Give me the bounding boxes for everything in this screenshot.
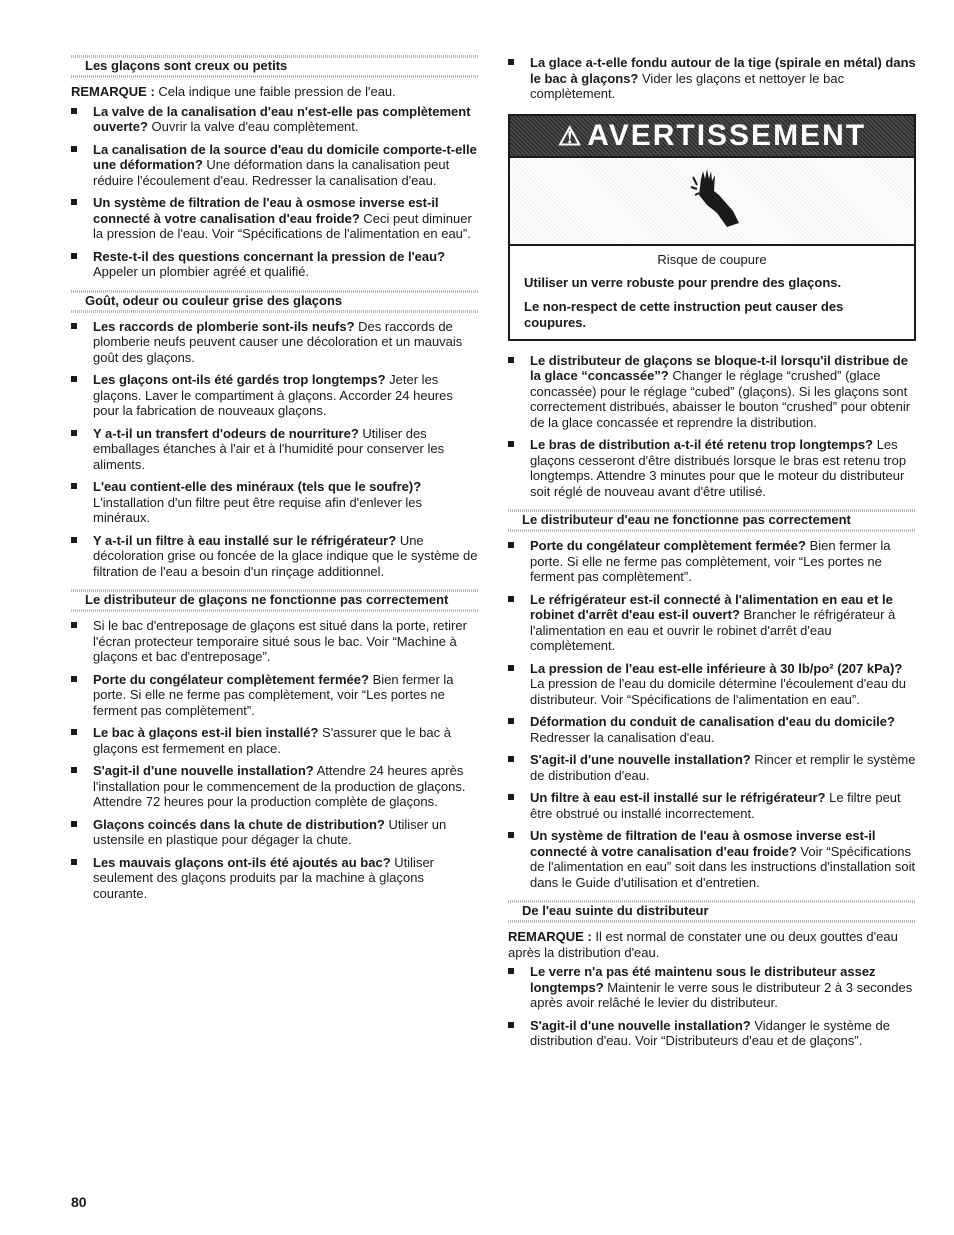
note (508, 929, 916, 960)
item-answer: Utiliser seulement des glaçons produits par la machine à glaçons courante. (93, 854, 435, 901)
item-answer: Maintenir le verre sous le distributeur 2 à 3 secondes après avoir relâché le levier du distributeur. (530, 979, 913, 1010)
section-heading-hollow-ice: Les glaçons sont creux ou petits (71, 55, 479, 78)
list-item (71, 104, 479, 135)
item-answer: Bien fermer la porte. Si elle ne ferme pas complètement, voir “Les portes ne ferment pas complètement”. (93, 671, 454, 718)
item-question: La pression de l'eau est-elle inférieure à 30 lb/po² (207 kPa)? (530, 660, 903, 676)
item-answer: Bien fermer la porte. Si elle ne ferme pas complètement, voir “Les portes ne ferment pas complètement”. (530, 538, 891, 584)
list-item (71, 479, 479, 526)
warning-risk: Risque de coupure (657, 251, 767, 267)
warning-title: AVERTISSEMENT (587, 118, 867, 152)
item-question: S'agit-il d'une nouvelle installation? (93, 763, 314, 778)
list-item (71, 618, 479, 665)
list-hollow-ice (71, 104, 479, 280)
item-answer: Utiliser des emballages étanches à l'air et à l'humidité pour conserver les aliments. (93, 425, 445, 472)
item-question: La valve de la canalisation d'eau n'est-elle pas complètement ouverte? (93, 103, 471, 134)
item-question: Les mauvais glaçons ont-ils été ajoutés au bac? (93, 854, 391, 870)
item-question: Les glaçons ont-ils été gardés trop longtemps? (93, 372, 386, 387)
item-answer: Redresser la canalisation d'eau. (530, 729, 715, 745)
item-answer: Vider les glaçons et nettoyer le bac complètement. (530, 70, 845, 101)
list-item (71, 533, 479, 580)
page-number: 80 (71, 1194, 87, 1210)
note (71, 84, 479, 100)
item-answer: Changer le réglage “crushed” (glace concassée) pour le réglage “cubed” (glaçons). Si les glaçons sont correctement distribués, abaisser le bouton “crushed” pour obtenir de la glace concassée et reprendre la distribution. (530, 368, 911, 430)
list-item (71, 249, 479, 280)
list-item (71, 855, 479, 902)
item-question: Un système de filtration de l'eau à osmose inverse est-il connecté à votre canalisation d'eau froide? (93, 195, 439, 226)
item-question: La canalisation de la source d'eau du domicile comporte-t-elle une déformation? (93, 141, 477, 172)
list-item (508, 437, 916, 499)
item-question: S'agit-il d'une nouvelle installation? (530, 1017, 751, 1033)
item-answer: La pression de l'eau du domicile détermine l'écoulement d'eau du distributeur. Voir “Spécifications de l'alimentation en eau”. (530, 676, 907, 707)
item-answer: Brancher le réfrigérateur à l'alimentation en eau et ouvrir le robinet d'arrêt d'eau complètement. (530, 607, 896, 653)
warning-triangle-icon: ⚠ (557, 120, 584, 151)
note-text: Cela indique une faible pression de l'eau. (158, 84, 396, 99)
list-item (508, 55, 916, 102)
item-answer: Utiliser un ustensile en plastique pour dégager la chute. (93, 816, 447, 847)
item-question: Le bac à glaçons est-il bien installé? (93, 725, 319, 740)
list-item (508, 1018, 916, 1049)
warning-line-2: Le non-respect de cette instruction peut causer des coupures. (524, 298, 844, 330)
list-dispenser-jam (508, 353, 916, 500)
list-item (71, 426, 479, 473)
item-question: Le réfrigérateur est-il connecté à l'alimentation en eau et le robinet d'arrêt d'eau est-il ouvert? (530, 591, 893, 622)
item-question: Porte du congélateur complètement fermée? (93, 671, 369, 687)
item-question: Porte du congélateur complètement fermée? (530, 538, 806, 553)
item-answer: S'assurer que le bac à glaçons est fermement en place. (93, 725, 451, 756)
item-answer: Le filtre peut être obstrué ou installé incorrectement. (530, 790, 901, 821)
note-text: Il est normal de constater une ou deux gouttes d'eau après la distribution d'eau. (508, 929, 898, 960)
list-item (508, 538, 916, 585)
list-water-dispenser (508, 538, 916, 890)
list-item (71, 672, 479, 719)
item-question: Le bras de distribution a-t-il été retenu trop longtemps? (530, 437, 874, 452)
list-water-leak (508, 964, 916, 1049)
item-answer: Une déformation dans la canalisation peut réduire l'écoulement d'eau. Redresser la canalisation d'eau. (93, 157, 450, 188)
list-item (71, 195, 479, 242)
note-label: REMARQUE : (508, 929, 592, 944)
item-question: Un système de filtration de l'eau à osmose inverse est-il connecté à votre canalisation d'eau froide? (530, 828, 876, 859)
list-item (508, 661, 916, 708)
item-answer: Appeler un plombier agréé et qualifié. (93, 264, 310, 279)
item-question: Déformation du conduit de canalisation d'eau du domicile? (530, 714, 895, 729)
item-question: Les raccords de plomberie sont-ils neufs? (93, 318, 355, 334)
left-column (71, 55, 479, 911)
item-answer: Jeter les glaçons. Laver le compartiment à glaçons. Accorder 24 heures pour la fabrication de nouveaux glaçons. (93, 372, 453, 418)
item-question: L'eau contient-elle des minéraux (tels que le soufre)? (93, 479, 422, 494)
item-answer: Vidanger le système de distribution d'eau. Voir “Distributeurs d'eau et de glaçons”. (530, 1017, 890, 1048)
item-answer: Des raccords de plomberie neufs peuvent causer une décoloration et un mauvais goût des glaçons. (93, 318, 463, 365)
list-item (71, 142, 479, 189)
list-item (71, 817, 479, 848)
warning-title-bar (510, 116, 914, 156)
item-question: Reste-t-il des questions concernant la pression de l'eau? (93, 248, 446, 264)
right-column (508, 55, 916, 1059)
section-heading-water-dispenser: Le distributeur d'eau ne fonctionne pas correctement (508, 509, 916, 532)
list-ice-melted (508, 55, 916, 102)
item-question: Un filtre à eau est-il installé sur le réfrigérateur? (530, 790, 826, 805)
list-item (508, 353, 916, 431)
item-question: Glaçons coincés dans la chute de distribution? (93, 816, 385, 832)
item-answer: Attendre 24 heures après l'installation pour le commencement de la production de glaçons. Attendre 72 heures pour la production complète de glaçons. (93, 763, 466, 809)
list-item (508, 592, 916, 654)
list-item (71, 319, 479, 366)
warning-body (510, 246, 914, 339)
list-item (508, 790, 916, 821)
item-question: Y a-t-il un filtre à eau installé sur le réfrigérateur? (93, 532, 397, 548)
warning-line-1: Utiliser un verre robuste pour prendre des glaçons. (524, 274, 842, 290)
list-item (71, 763, 479, 810)
warning-icon-row (510, 156, 914, 246)
item-question: S'agit-il d'une nouvelle installation? (530, 752, 751, 767)
list-taste-odor (71, 319, 479, 580)
item-question: La glace a-t-elle fondu autour de la tige (spirale en métal) dans le bac à glaçons? (530, 55, 916, 86)
note-label: REMARQUE : (71, 84, 155, 99)
item-answer: Les glaçons cesseront d'être distribués lorsque le bras est retenu trop longtemps. Attendre 3 minutes pour que le moteur du distributeur soit réglé de nouveau avant d'être utilisé. (530, 437, 907, 499)
list-item (71, 372, 479, 419)
list-item (508, 964, 916, 1011)
list-ice-dispenser (71, 618, 479, 901)
item-answer: Si le bac d'entreposage de glaçons est situé dans la porte, retirer l'écran protecteur temporaire situé sous le bac. Voir “Machine à glaçons et bac d'entreposage”. (93, 618, 467, 664)
section-heading-taste-odor: Goût, odeur ou couleur grise des glaçons (71, 290, 479, 313)
hand-cut-hazard-icon (677, 165, 747, 237)
list-item (71, 725, 479, 756)
item-question: Le distributeur de glaçons se bloque-t-il lorsqu'il distribue de la glace “concassée”? (530, 352, 908, 383)
item-question: Y a-t-il un transfert d'odeurs de nourriture? (93, 425, 359, 441)
list-item (508, 714, 916, 745)
item-answer: Ouvrir la valve d'eau complètement. (151, 119, 359, 134)
section-heading-water-leak: De l'eau suinte du distributeur (508, 900, 916, 923)
item-answer: Ceci peut diminuer la pression de l'eau. Voir “Spécifications de l'alimentation en eau”. (93, 210, 472, 241)
warning-box (508, 114, 916, 341)
item-answer: Une décoloration grise ou foncée de la glace indique que le système de filtration de l'eau a besoin d'un rinçage additionnel. (93, 532, 478, 579)
section-heading-ice-dispenser: Le distributeur de glaçons ne fonctionne pas correctement (71, 589, 479, 612)
item-answer: Voir “Spécifications de l'alimentation en eau” soit dans les instructions d'installation soit dans le Guide d'utilisation et d'entretien. (530, 843, 916, 890)
item-answer: L'installation d'un filtre peut être requise afin d'enlever les minéraux. (93, 494, 423, 525)
item-question: Le verre n'a pas été maintenu sous le distributeur assez longtemps? (530, 964, 876, 995)
list-item (508, 828, 916, 890)
list-item (508, 752, 916, 783)
item-answer: Rincer et remplir le système de distribution d'eau. (530, 752, 916, 783)
